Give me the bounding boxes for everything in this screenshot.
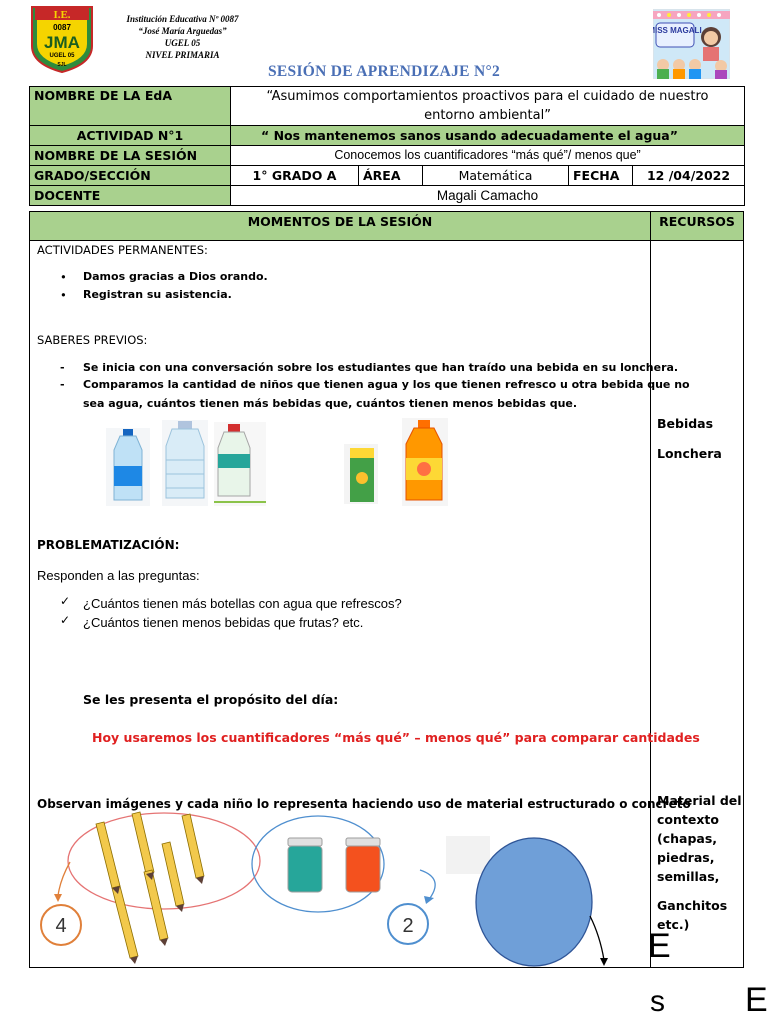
stray-letter: E xyxy=(745,981,768,1019)
observe-instruction: Observan imágenes y cada niño lo representa haciendo uso de material estructurado o concreto xyxy=(37,797,691,811)
purpose-intro: Se les presenta el propósito del día: xyxy=(83,692,339,707)
logo-jma: JMA xyxy=(44,33,80,52)
institution-line: UGEL 05 xyxy=(164,38,201,48)
session-label: NOMBRE DE LA SESIÓN xyxy=(30,146,231,166)
problem-title: PROBLEMATIZACIÓN: xyxy=(37,538,180,552)
resource-item: etc.) xyxy=(657,917,690,932)
resource-item: semillas, xyxy=(657,869,720,884)
eda-row xyxy=(30,87,745,126)
grade-label: GRADO/SECCIÓN xyxy=(30,166,231,186)
teacher-row xyxy=(30,186,745,206)
permanent-item: Registran su asistencia. xyxy=(83,288,232,301)
resources-header: RECURSOS xyxy=(651,212,743,241)
large-water-bottle-icon xyxy=(162,420,208,506)
prior-title: SABERES PREVIOS: xyxy=(37,333,148,347)
grade-value: 1° GRADO A xyxy=(231,166,359,186)
session-row xyxy=(30,146,745,166)
date-label: FECHA xyxy=(569,166,633,186)
resource-item xyxy=(657,886,745,896)
question-item: ¿Cuántos tienen más botellas con agua que refrescos? xyxy=(83,596,402,611)
juice-box-icon xyxy=(344,444,378,504)
prior-dash: - xyxy=(60,378,65,391)
page-title: SESIÓN DE APRENDIZAJE N°2 xyxy=(267,63,501,80)
prior-item: Se inicia con una conversación sobre los estudiantes que han traído una bebida en su lonchera. xyxy=(83,361,679,374)
teacher-value: Magali Camacho xyxy=(231,186,745,206)
institution-block xyxy=(100,13,265,61)
institution-line: Institución Educativa Nº 0087 xyxy=(126,14,239,24)
resource-item: Bebidas xyxy=(657,416,714,431)
cup-count: 2 xyxy=(402,915,414,937)
area-value: Matemática xyxy=(423,166,569,186)
activity-row xyxy=(30,126,745,146)
resources-group-drinks xyxy=(657,414,722,463)
permanent-bullet: • xyxy=(60,288,67,302)
permanent-title: ACTIVIDADES PERMANENTES: xyxy=(37,243,208,257)
grade-row xyxy=(30,166,745,186)
resource-item: Material del xyxy=(657,793,742,808)
problem-intro: Responden a las preguntas: xyxy=(37,568,200,583)
institution-line: “José María Arguedas” xyxy=(138,26,227,36)
resource-item: (chapas, xyxy=(657,831,718,846)
resource-item: contexto xyxy=(657,812,719,827)
eda-value: “Asumimos comportamientos proactivos para el cuidado de nuestro entorno ambiental” xyxy=(231,87,745,126)
area-label: ÁREA xyxy=(359,166,423,186)
soda-bottle-icon xyxy=(402,418,448,506)
drinks-illustration xyxy=(100,418,450,508)
activity-value: “ Nos mantenemos sanos usando adecuadamente el agua” xyxy=(231,126,745,146)
institution-line: NIVEL PRIMARIA xyxy=(145,50,220,60)
stray-letter: E xyxy=(648,927,671,965)
resource-item: piedras, xyxy=(657,850,715,865)
resources-group-materials xyxy=(657,791,745,934)
representation-illustration xyxy=(34,806,648,968)
purpose-statement: Hoy usaremos los cuantificadores “más qué” – menos qué” para comparar cantidades xyxy=(92,730,700,745)
session-value: Conocemos los cuantificadores “más qué”/ menos que” xyxy=(231,146,745,166)
badge-miss: MISS MAGALI xyxy=(653,26,702,35)
logo-sjl: SJL xyxy=(57,62,67,68)
prior-item-continued: sea agua, cuántos tienen más bebidas que, cuántos tienen menos bebidas que. xyxy=(83,397,578,410)
question-item: ¿Cuántos tienen menos bebidas que frutas? etc. xyxy=(83,615,364,630)
logo-ugel: UGEL 05 xyxy=(49,53,75,59)
water-bottle-icon xyxy=(106,428,150,506)
logo-ie: I.E. xyxy=(53,9,71,21)
logo-number: 0087 xyxy=(53,23,71,32)
column-divider xyxy=(650,212,651,968)
session-info-table xyxy=(29,86,745,206)
date-value: 12 /04/2022 xyxy=(633,166,745,186)
resource-item: Lonchera xyxy=(657,446,722,461)
activity-label: ACTIVIDAD N°1 xyxy=(30,126,231,146)
permanent-item: Damos gracias a Dios orando. xyxy=(83,270,268,283)
pencil-count: 4 xyxy=(55,915,67,937)
check-icon: ✓ xyxy=(60,613,71,627)
eda-label: NOMBRE DE LA EdA xyxy=(30,87,231,126)
check-icon: ✓ xyxy=(60,594,71,608)
prior-item: Comparamos la cantidad de niños que tienen agua y los que tienen refresco u otra bebida que no xyxy=(83,378,690,391)
permanent-bullet: • xyxy=(60,270,67,284)
prior-dash: - xyxy=(60,361,65,374)
resource-item: Ganchitos xyxy=(657,898,728,913)
teacher-label: DOCENTE xyxy=(30,186,231,206)
moments-header: MOMENTOS DE LA SESIÓN xyxy=(30,212,650,241)
drink-bottle-icon xyxy=(214,422,266,506)
stray-letter: s xyxy=(650,985,665,1018)
